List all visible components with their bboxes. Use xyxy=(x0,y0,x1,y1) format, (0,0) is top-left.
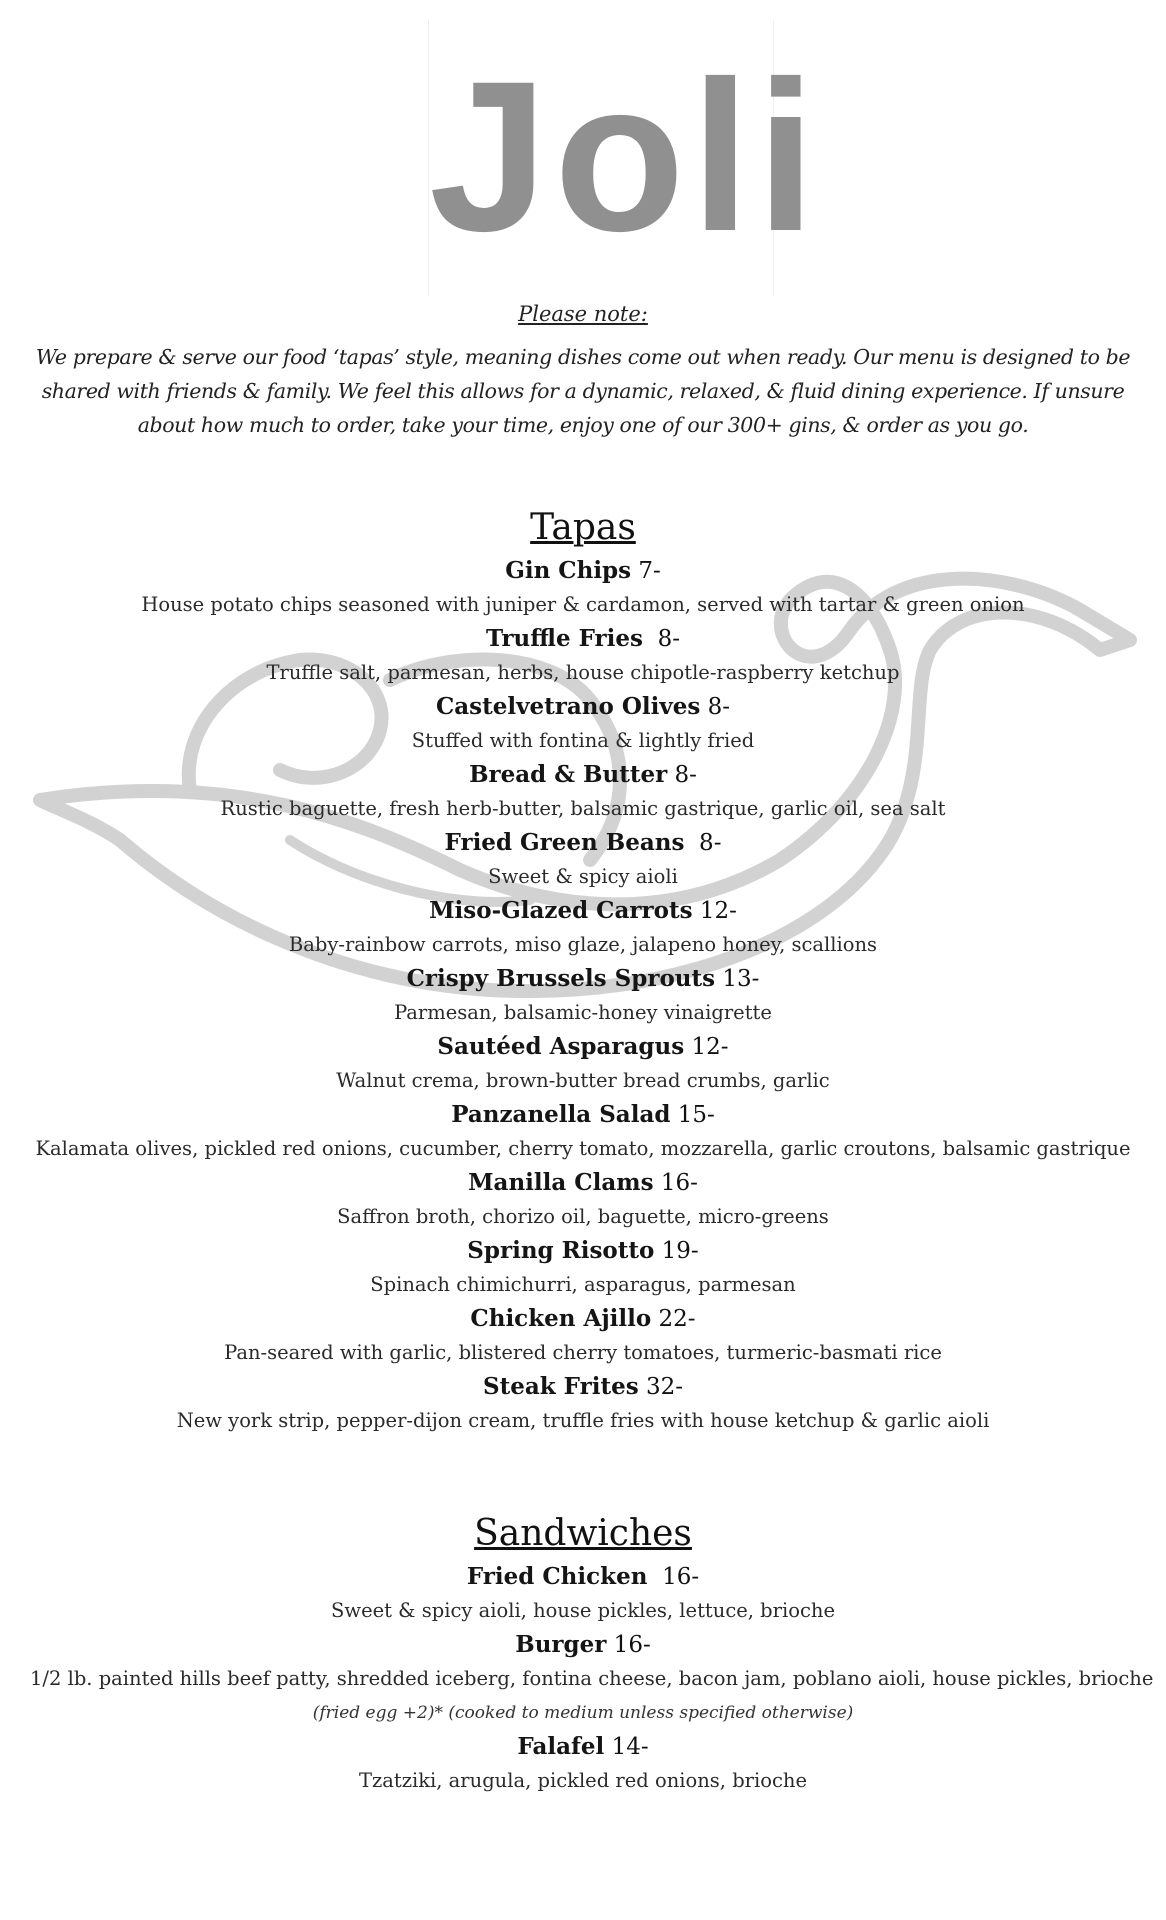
menu-item xyxy=(30,962,1136,1030)
menu-item-heading xyxy=(30,622,1136,656)
menu-item-name: Fried Chicken xyxy=(466,1563,648,1590)
menu-item-heading xyxy=(30,894,1136,928)
menu-item-name: Falafel xyxy=(517,1733,605,1760)
menu-item-heading xyxy=(30,826,1136,860)
menu-item-price: 16- xyxy=(647,1564,700,1590)
menu-item xyxy=(30,894,1136,962)
logo-frame xyxy=(428,20,822,296)
menu-item-name: Miso-Glazed Carrots xyxy=(429,897,693,924)
menu-item-description: Sweet & spicy aioli, house pickles, lettuce, brioche xyxy=(331,1599,835,1622)
menu-item-name: Chicken Ajillo xyxy=(470,1305,652,1332)
menu-item-heading xyxy=(30,690,1136,724)
menu-item-price: 19- xyxy=(654,1238,699,1264)
menu-item xyxy=(30,1302,1136,1370)
menu-item-description: Baby-rainbow carrots, miso glaze, jalapeno honey, scallions xyxy=(288,933,878,956)
menu-item-price: 12- xyxy=(692,898,737,924)
menu-item-heading xyxy=(30,1234,1136,1268)
sandwiches-section xyxy=(30,1512,1154,1798)
menu-item-price: 14- xyxy=(604,1734,649,1760)
menu-item-price: 8- xyxy=(700,694,731,720)
menu-item-description: Kalamata olives, pickled red onions, cucumber, cherry tomato, mozzarella, garlic croutons, balsamic gastrique xyxy=(35,1137,1131,1160)
menu-item-price: 16- xyxy=(606,1632,651,1658)
menu-item-name: Sautéed Asparagus xyxy=(437,1033,685,1060)
menu-item-heading xyxy=(30,1030,1136,1064)
menu-item-heading xyxy=(30,554,1136,588)
menu-item-name: Manilla Clams xyxy=(468,1169,654,1196)
menu-item-name: Steak Frites xyxy=(482,1373,639,1400)
menu-item-name: Fried Green Beans xyxy=(444,829,685,856)
menu-item-name: Truffle Fries xyxy=(486,625,643,652)
menu-item-name: Burger xyxy=(515,1631,607,1658)
note-title: Please note: xyxy=(518,302,648,326)
menu-item xyxy=(30,1730,1136,1798)
menu-item-description: New york strip, pepper-dijon cream, truffle fries with house ketchup & garlic aioli xyxy=(176,1409,990,1432)
menu-item-price: 8- xyxy=(667,762,697,788)
menu-item-price: 8- xyxy=(642,626,680,652)
menu-item-price: 12- xyxy=(684,1034,729,1060)
menu-item-heading xyxy=(30,758,1136,792)
menu-item-name: Bread & Butter xyxy=(469,761,668,788)
section-title-sandwiches: Sandwiches xyxy=(474,1513,692,1554)
menu-item xyxy=(30,690,1136,758)
menu-item-description: 1/2 lb. painted hills beef patty, shredded iceberg, fontina cheese, bacon jam, poblano aioli, house pickles, brioche xyxy=(30,1667,1154,1690)
menu-item xyxy=(30,554,1136,622)
menu-item-description: Rustic baguette, fresh herb-butter, balsamic gastrique, garlic oil, sea salt xyxy=(220,797,946,820)
menu-item xyxy=(30,1560,1136,1628)
tapas-section xyxy=(30,506,1136,1438)
note-body: We prepare & serve our food ‘tapas’ style, meaning dishes come out when ready. Our menu is designed to be shared with friends & family. We feel this allows for a dynamic, relaxed, & fluid dining experience. If unsure about how much to order, take your time, enjoy one of our 300+ gins, & order as you go. xyxy=(35,345,1131,437)
joli-logo: Joli xyxy=(429,37,822,276)
menu-item-price: 22- xyxy=(651,1306,696,1332)
menu-item-price: 32- xyxy=(638,1374,684,1400)
sandwiches-list xyxy=(30,1560,1154,1798)
menu-item-description: Stuffed with fontina & lightly fried xyxy=(411,729,755,752)
menu-item-description: Saffron broth, chorizo oil, baguette, micro-greens xyxy=(337,1205,829,1228)
menu-item-name: Panzanella Salad xyxy=(451,1101,671,1128)
menu-item-description: House potato chips seasoned with juniper & cardamon, served with tartar & green onion xyxy=(141,593,1025,616)
menu-item xyxy=(30,1628,1154,1730)
menu-item-description: Parmesan, balsamic-honey vinaigrette xyxy=(394,1001,772,1024)
menu-item-name: Crispy Brussels Sprouts xyxy=(406,965,716,992)
menu-item xyxy=(30,1370,1136,1438)
menu-item-heading xyxy=(30,1370,1136,1404)
menu-item-name: Gin Chips xyxy=(505,557,632,584)
tapas-list xyxy=(30,554,1136,1438)
menu-item xyxy=(30,1234,1136,1302)
menu-item-name: Spring Risotto xyxy=(467,1237,655,1264)
menu-item-price: 15- xyxy=(670,1102,715,1128)
menu-item xyxy=(30,1166,1136,1234)
menu-item-price: 13- xyxy=(715,966,760,992)
menu-item-name: Castelvetrano Olives xyxy=(435,693,701,720)
menu-item-price: 16- xyxy=(653,1170,698,1196)
menu-item-description: Tzatziki, arugula, pickled red onions, brioche xyxy=(358,1769,807,1792)
menu-item-description: Sweet & spicy aioli xyxy=(488,865,678,888)
menu-item-heading xyxy=(30,1098,1136,1132)
menu-item-description: Walnut crema, brown-butter bread crumbs, garlic xyxy=(336,1069,830,1092)
menu-item-heading xyxy=(30,1302,1136,1336)
section-title-tapas: Tapas xyxy=(530,507,636,548)
menu-item-description: Spinach chimichurri, asparagus, parmesan xyxy=(370,1273,796,1296)
menu-item-description: Pan-seared with garlic, blistered cherry tomatoes, turmeric-basmati rice xyxy=(224,1341,942,1364)
menu-item-heading xyxy=(30,1730,1136,1764)
menu-item-heading xyxy=(30,1166,1136,1200)
menu-item xyxy=(30,758,1136,826)
menu-item xyxy=(30,622,1136,690)
menu-item-heading xyxy=(30,962,1136,996)
menu-item xyxy=(30,1030,1136,1098)
menu-item-note: (fried egg +2)* (cooked to medium unless specified otherwise) xyxy=(312,1703,854,1723)
menu-item-heading xyxy=(30,1560,1136,1594)
menu-item-price: 7- xyxy=(631,558,661,584)
menu-item-description: Truffle salt, parmesan, herbs, house chipotle-raspberry ketchup xyxy=(266,661,900,684)
menu-item-heading xyxy=(30,1628,1136,1662)
menu-item xyxy=(30,1098,1136,1166)
menu-item xyxy=(30,826,1136,894)
menu-item-price: 8- xyxy=(684,830,722,856)
